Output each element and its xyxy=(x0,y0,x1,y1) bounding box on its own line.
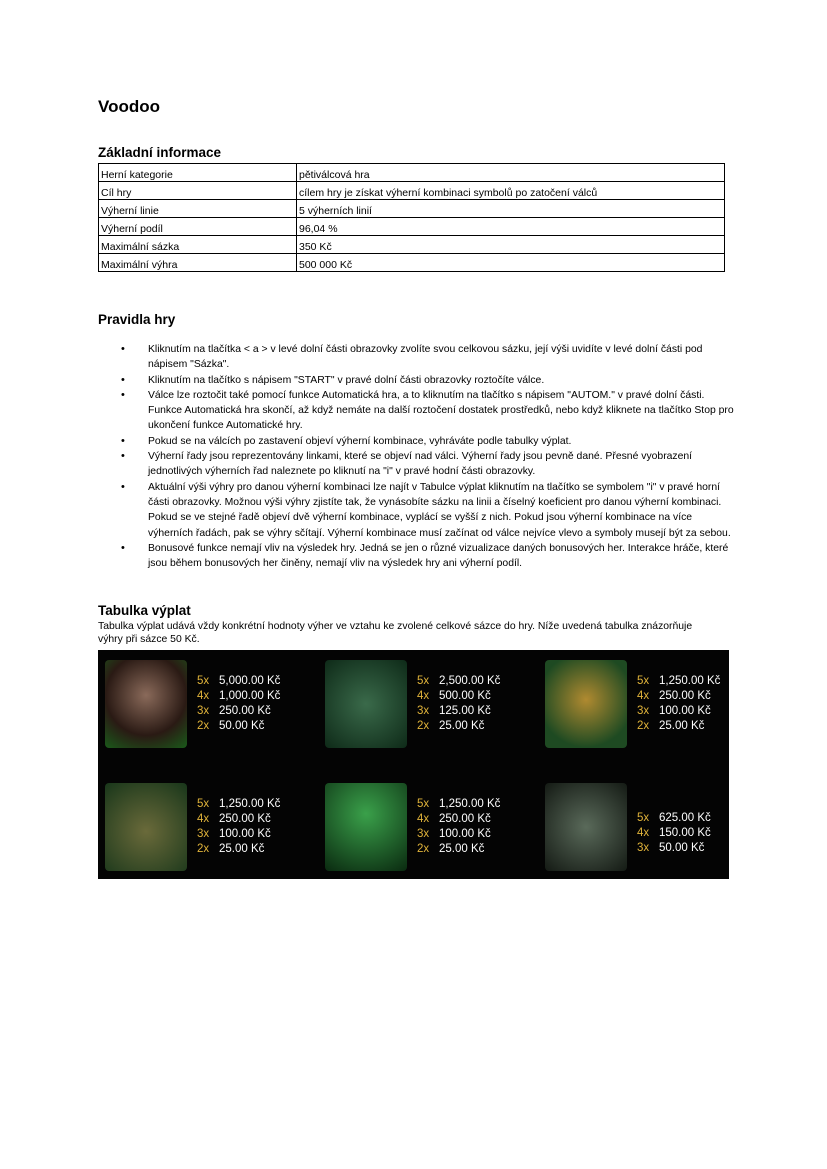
table-row xyxy=(99,200,725,218)
rules-heading: Pravidla hry xyxy=(98,312,176,327)
payout-amount: 25.00 Kč xyxy=(439,843,485,855)
payout-line xyxy=(417,842,500,857)
multiplier: 2x xyxy=(197,720,210,732)
payout-line xyxy=(417,812,500,827)
row-label: Maximální sázka xyxy=(99,236,297,254)
payout-line xyxy=(197,674,280,689)
basic-info-table xyxy=(98,163,725,272)
payout-amount: 25.00 Kč xyxy=(439,720,485,732)
payout-amount: 1,250.00 Kč xyxy=(659,675,721,687)
multiplier: 2x xyxy=(197,843,210,855)
list-item: • Pokud se na válcích po zastavení objeví výherní kombinace, vyhráváte podle tabulky výplat. xyxy=(98,434,738,449)
multiplier: 2x xyxy=(417,843,430,855)
payout-amount: 150.00 Kč xyxy=(659,827,711,839)
payout-line xyxy=(637,719,720,734)
letter-a-symbol-icon xyxy=(545,783,627,871)
basic-info-heading: Základní informace xyxy=(98,145,222,160)
paytable-description: Tabulka výplat udává vždy konkrétní hodnoty výher ve vztahu ke zvolené celkové sázce do hry. Níže uvedená tabulka znázorňuje výhry při sázce 50 Kč. xyxy=(98,621,693,645)
payout-amount: 25.00 Kč xyxy=(219,843,265,855)
multiplier: 3x xyxy=(417,705,430,717)
payout-line xyxy=(197,812,280,827)
payout-line xyxy=(197,689,280,704)
payout-line xyxy=(637,811,711,826)
multiplier: 3x xyxy=(197,705,210,717)
payout-amount: 1,250.00 Kč xyxy=(439,798,501,810)
row-label: Výherní podíl xyxy=(99,218,297,236)
payout-amount: 25.00 Kč xyxy=(659,720,705,732)
row-value: cílem hry je získat výherní kombinaci symbolů po zatočení válců xyxy=(297,182,725,200)
table-row xyxy=(99,182,725,200)
row-value: 350 Kč xyxy=(297,236,725,254)
multiplier: 2x xyxy=(417,720,430,732)
list-item: • Kliknutím na tlačítka < a > v levé dolní části obrazovky zvolíte svou celkovou sázku, její výši uvidíte v levé dolní části pod nápisem "Sázka". xyxy=(98,342,738,373)
multiplier: 4x xyxy=(637,827,650,839)
raven-symbol-icon xyxy=(325,783,407,871)
row-label: Výherní linie xyxy=(99,200,297,218)
row-value: 500 000 Kč xyxy=(297,254,725,272)
row-label: Herní kategorie xyxy=(99,164,297,182)
payout-amount: 5,000.00 Kč xyxy=(219,675,281,687)
multiplier: 5x xyxy=(417,675,430,687)
paytable-image xyxy=(98,650,729,879)
payout-line xyxy=(637,704,720,719)
payout-line xyxy=(637,689,720,704)
row-value: pětiválcová hra xyxy=(297,164,725,182)
snake-symbol-icon xyxy=(325,660,407,748)
payout-line xyxy=(417,704,500,719)
payout-line xyxy=(197,797,280,812)
multiplier: 5x xyxy=(637,812,650,824)
payout-amount: 250.00 Kč xyxy=(219,813,271,825)
paytable-heading: Tabulka výplat xyxy=(98,603,191,618)
multiplier: 4x xyxy=(637,690,650,702)
payout-amount: 250.00 Kč xyxy=(439,813,491,825)
payout-amount: 100.00 Kč xyxy=(659,705,711,717)
payout-amount: 50.00 Kč xyxy=(659,842,705,854)
table-row xyxy=(99,254,725,272)
multiplier: 5x xyxy=(637,675,650,687)
multiplier: 3x xyxy=(637,705,650,717)
multiplier: 4x xyxy=(197,690,210,702)
payout-line xyxy=(197,842,280,857)
multiplier: 2x xyxy=(637,720,650,732)
payout-amount: 250.00 Kč xyxy=(219,705,271,717)
table-row xyxy=(99,164,725,182)
payout-amount: 1,250.00 Kč xyxy=(219,798,281,810)
payout-amount: 125.00 Kč xyxy=(439,705,491,717)
multiplier: 3x xyxy=(197,828,210,840)
payout-line xyxy=(637,826,711,841)
list-item: • Válce lze roztočit také pomocí funkce Automatická hra, a to kliknutím na tlačítko s nápisem "AUTOM." v pravé dolní části. Funkce Automatická hra skončí, až když nemáte na další roztočení dostatek prostředků, nebo když kliknete na tlačítko Stop pro ukončení funkce Automatické hry. xyxy=(98,388,738,434)
payout-line xyxy=(417,719,500,734)
payout-line xyxy=(197,827,280,842)
page-title: Voodoo xyxy=(98,97,160,116)
payout-amount: 100.00 Kč xyxy=(439,828,491,840)
payout-line xyxy=(417,674,500,689)
payout-line xyxy=(417,797,500,812)
multiplier: 5x xyxy=(197,675,210,687)
multiplier: 3x xyxy=(637,842,650,854)
row-label: Maximální výhra xyxy=(99,254,297,272)
multiplier: 4x xyxy=(417,813,430,825)
payout-line xyxy=(197,719,280,734)
list-item: • Bonusové funkce nemají vliv na výsledek hry. Jedná se jen o různé vizualizace daných bonusových her. Interakce hráče, které jsou během bonusových her činěny, nemají vliv na výsledek hry ani výherní podíl. xyxy=(98,541,738,572)
voodoo-woman-symbol-icon xyxy=(105,660,187,748)
list-item: • Výherní řady jsou reprezentovány linkami, které se objeví nad válci. Výherní řady jsou pevně dané. Přesné vyobrazení jednotlivých výherních řad naleznete po kliknutí na "i" v pravé hodní části obrazovky. xyxy=(98,449,738,480)
payout-amount: 100.00 Kč xyxy=(219,828,271,840)
table-row xyxy=(99,218,725,236)
rules-list xyxy=(98,342,738,571)
payout-line xyxy=(637,841,711,856)
payout-line xyxy=(417,689,500,704)
payout-amount: 1,000.00 Kč xyxy=(219,690,281,702)
payout-line xyxy=(637,674,720,689)
multiplier: 4x xyxy=(417,690,430,702)
multiplier: 5x xyxy=(197,798,210,810)
payout-amount: 50.00 Kč xyxy=(219,720,265,732)
multiplier: 5x xyxy=(417,798,430,810)
voodoo-doll-symbol-icon xyxy=(105,783,187,871)
list-item: • Kliknutím na tlačítko s nápisem "START" v pravé dolní části obrazovky roztočíte válce. xyxy=(98,373,738,388)
payout-amount: 250.00 Kč xyxy=(659,690,711,702)
payout-line xyxy=(197,704,280,719)
payout-amount: 500.00 Kč xyxy=(439,690,491,702)
row-value: 5 výherních linií xyxy=(297,200,725,218)
table-row xyxy=(99,236,725,254)
payout-amount: 2,500.00 Kč xyxy=(439,675,501,687)
payout-amount: 625.00 Kč xyxy=(659,812,711,824)
multiplier: 3x xyxy=(417,828,430,840)
bear-symbol-icon xyxy=(545,660,627,748)
list-item: • Aktuální výši výhry pro danou výherní kombinaci lze najít v Tabulce výplat kliknutím na tlačítko se symbolem "i" v pravé horní části obrazovky. Možnou výši výhry zjistíte tak, že vynásobíte sázku na linii a číselný koeficient pro danou výherní kombinaci. Pokud se ve stejné řadě objeví dvě výherní kombinace, vyplácí se vyšší z nich. Pokud jsou výherní kombinace na více výherních řadách, pak se výhry sčítají. Výherní kombinace musí začínat od válce nejvíce vlevo a symboly musejí být za sebou. xyxy=(98,480,738,541)
row-value: 96,04 % xyxy=(297,218,725,236)
payout-line xyxy=(417,827,500,842)
row-label: Cíl hry xyxy=(99,182,297,200)
multiplier: 4x xyxy=(197,813,210,825)
